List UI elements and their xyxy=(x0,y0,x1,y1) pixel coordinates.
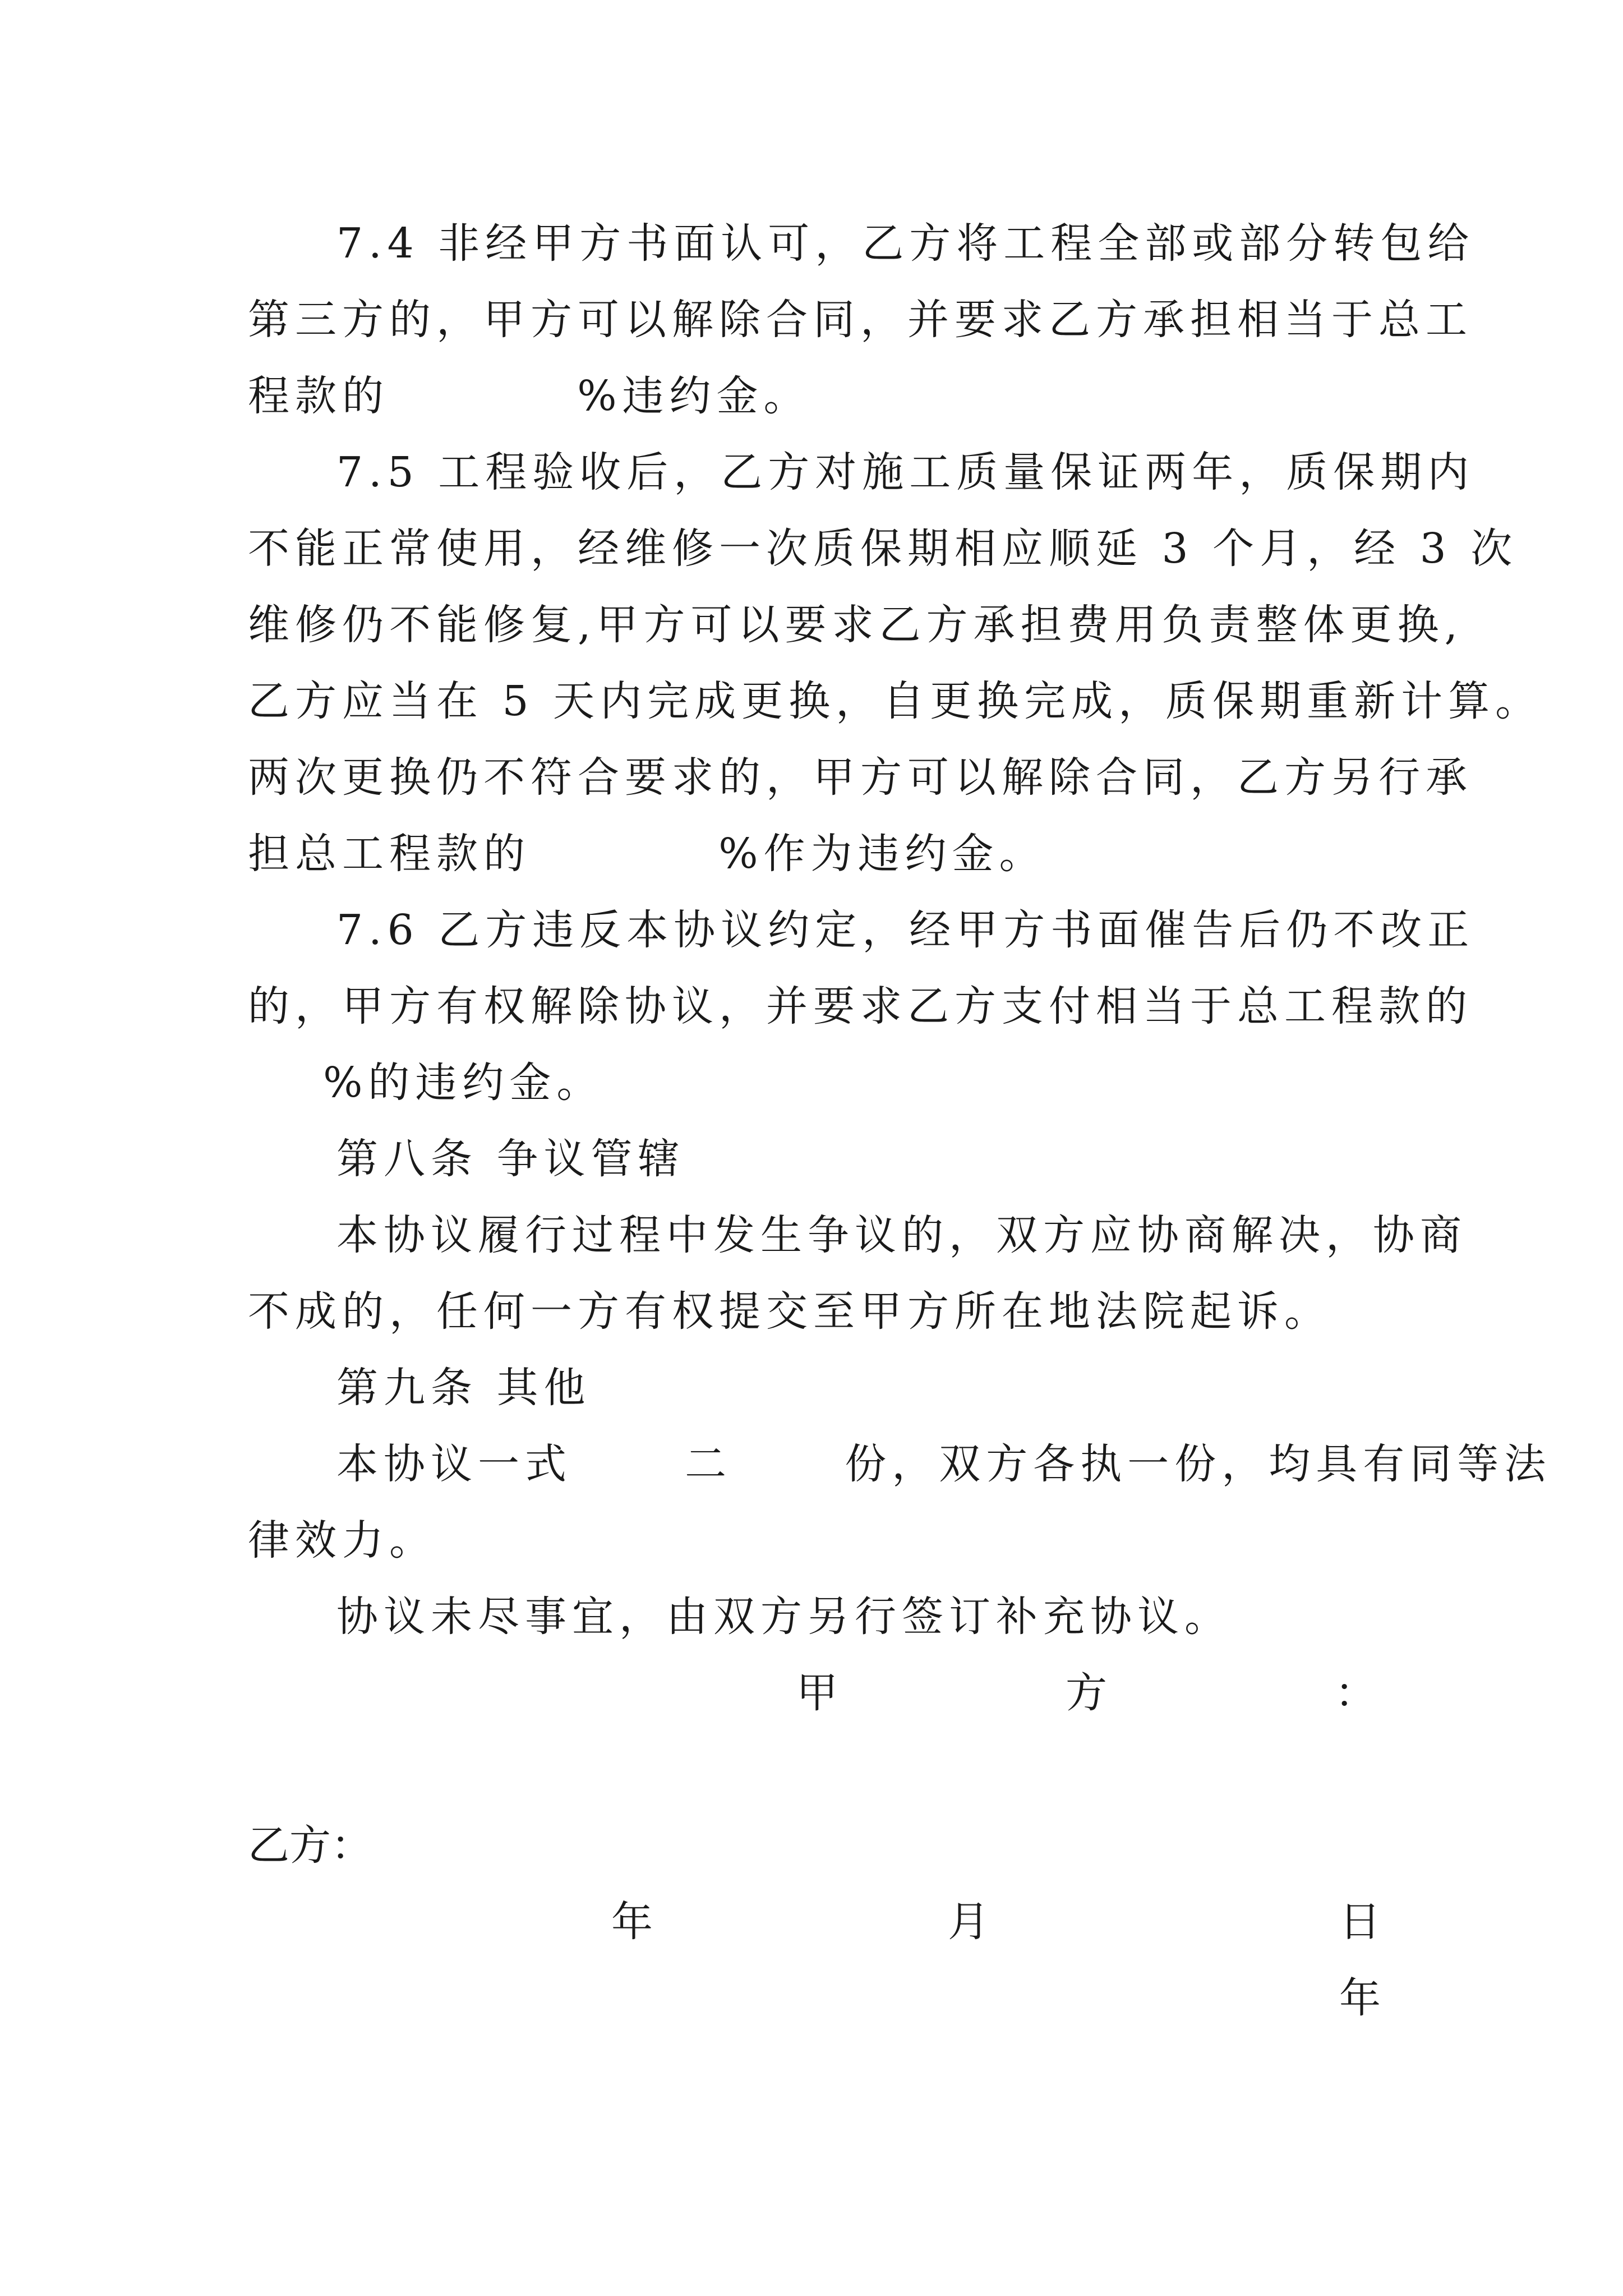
text-line: 7.4 非经甲方书面认可，乙方将工程全部或部分转包给 xyxy=(336,219,1475,268)
text-line: 律效力。 xyxy=(248,1516,436,1565)
text-line: 7.6 乙方违反本协议约定，经甲方书面催告后仍不改正 xyxy=(336,906,1475,954)
text-line: 的，甲方有权解除协议，并要求乙方支付相当于总工程款的 xyxy=(248,982,1473,1030)
party-a-label-char: ： xyxy=(1335,1669,1376,1717)
section-heading: 第八条 争议管辖 xyxy=(336,1135,685,1183)
text-line: 两次更换仍不符合要求的，甲方可以解除合同，乙方另行承 xyxy=(248,753,1473,802)
text-line: 不能正常使用，经维修一次质保期相应顺延 3 个月，经 3 次 xyxy=(248,524,1518,573)
text-line: %的违约金。 xyxy=(248,1059,604,1107)
date-year-label: 年 xyxy=(611,1898,653,1946)
text-line: 担总工程款的 %作为违约金。 xyxy=(248,830,1046,878)
text-line: 7.5 工程验收后，乙方对施工质量保证两年，质保期内 xyxy=(336,448,1475,496)
party-b-label: 乙方： xyxy=(248,1821,372,1870)
party-a-label-char: 甲 xyxy=(796,1669,838,1717)
text-line: 维修仍不能修复,甲方可以要求乙方承担费用负责整体更换, xyxy=(248,601,1464,649)
trailing-year-label: 年 xyxy=(1339,1974,1381,2022)
section-heading: 第九条 其他 xyxy=(336,1364,591,1412)
text-line: 第三方的，甲方可以解除合同，并要求乙方承担相当于总工 xyxy=(248,296,1473,344)
text-line: 协议未尽事宜，由双方另行签订补充协议。 xyxy=(336,1593,1232,1641)
text-line: 不成的，任何一方有权提交至甲方所在地法院起诉。 xyxy=(248,1287,1331,1336)
text-line: 本协议履行过程中发生争议的，双方应协商解决，协商 xyxy=(336,1211,1467,1259)
text-line: 本协议一式 二 份，双方各执一份，均具有同等法 xyxy=(336,1440,1552,1488)
text-line: 程款的 %违约金。 xyxy=(248,372,811,420)
party-a-label-char: 方 xyxy=(1066,1669,1107,1717)
text-line: 乙方应当在 5 天内完成更换，自更换完成，质保期重新计算。 xyxy=(248,677,1543,725)
date-month-label: 月 xyxy=(948,1898,989,1946)
date-day-label: 日 xyxy=(1339,1898,1381,1946)
